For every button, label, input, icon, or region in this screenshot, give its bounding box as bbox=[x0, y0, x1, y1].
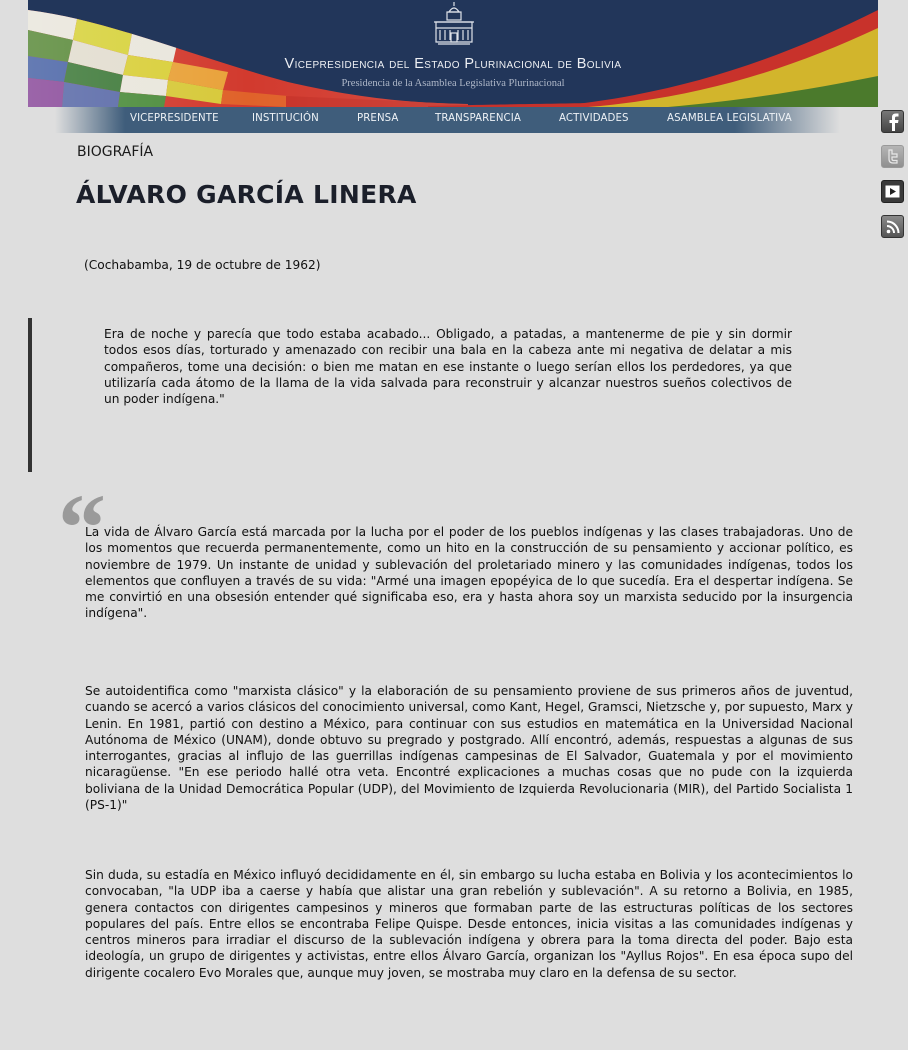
twitter-button[interactable] bbox=[881, 145, 904, 168]
facebook-button[interactable] bbox=[881, 110, 904, 133]
nav-item-actividades[interactable]: ACTIVIDADES bbox=[559, 113, 629, 124]
site-banner[interactable] bbox=[28, 0, 878, 107]
main-navigation bbox=[55, 107, 840, 133]
nav-item-institucion[interactable]: INSTITUCIÓN bbox=[252, 113, 319, 124]
blockquote-text: Era de noche y parecía que todo estaba acabado... Obligado, a patadas, a mantenerme de pie y sin dormir todos esos días, torturado y amenazado con recibir una bala en la cabeza ante mi negativa de delatar a mis compañeros, tome una decisión: o bien me matan en ese instante o luego serían ellos los perdedores, ya que utilizaría cada átomo de la llama de la vida salvada para reconstruir y alcanzar nuestros sueños colectivos de un poder indígena." bbox=[104, 327, 792, 407]
nav-item-asamblea-legislativa[interactable]: ASAMBLEA LEGISLATIVA bbox=[667, 113, 792, 124]
nav-item-transparencia[interactable]: TRANSPARENCIA bbox=[435, 113, 521, 124]
building-logo-icon bbox=[432, 0, 476, 50]
blockquote-bar bbox=[28, 318, 32, 472]
twitter-icon bbox=[886, 149, 900, 164]
facebook-icon bbox=[886, 113, 900, 131]
paragraph-3: Sin duda, su estadía en México influyó decididamente en él, sin embargo su lucha estaba en Bolivia y los acontecimientos lo convocaban, "la UDP iba a caerse y había que alistar una gran rebelión y sublevación". A su retorno a Bolivia, en 1985, genera contactos con dirigentes campesinos y mineros que formaban parte de las estructuras políticas de los sectores populares del país. Entre ellos se encontraba Felipe Quispe. Desde entonces, inicia visitas a las comunidades indígenas y centros mineros para irradiar el discurso de la sublevación indígena y obrera para la toma directa del poder. Bajo esta ideología, un grupo de dirigentes y activistas, entre ellos Álvaro García, organizan los "Ayllus Rojos". En esa época supo del dirigente cocalero Evo Morales que, aunque muy joven, se mostraba muy claro en la defensa de su sector. bbox=[85, 868, 853, 980]
page-title: ÁLVARO GARCÍA LINERA bbox=[76, 180, 417, 209]
paragraph-1: La vida de Álvaro García está marcada por la lucha por el poder de los pueblos indígenas y las clases trabajadoras. Uno de los momentos que recuerda permanentemente, como un hito en la construcción de su pensamiento y accionar político, es noviembre de 1979. Un instante de unidad y sublevación del proletariado minero y las comunidades indígenas, todos los elementos que confluyen a través de su vida: "Armé una imagen epopéyica de lo que sucedía. Era el despertar indígena. Se me convirtió en una obsesión entender qué significaba eso, era y hasta ahora soy un marxista seducido por la insurgencia indígena". bbox=[85, 525, 853, 621]
quotation-mark-icon: “ bbox=[58, 474, 106, 581]
youtube-button[interactable] bbox=[881, 180, 904, 203]
video-play-icon bbox=[885, 185, 900, 198]
nav-item-prensa[interactable]: PRENSA bbox=[357, 113, 399, 124]
site-subtitle: Presidencia de la Asamblea Legislativa Plurinacional bbox=[341, 78, 565, 89]
section-label: BIOGRAFÍA bbox=[77, 144, 154, 160]
nav-item-vicepresidente[interactable]: VICEPRESIDENTE bbox=[130, 113, 219, 124]
rss-button[interactable] bbox=[881, 215, 904, 238]
rss-icon bbox=[886, 220, 900, 234]
birth-info: (Cochabamba, 19 de octubre de 1962) bbox=[84, 258, 321, 272]
paragraph-2: Se autoidentifica como "marxista clásico" y la elaboración de su pensamiento proviene de sus primeros años de juventud, cuando se acercó a varios clásicos del conocimiento universal, como Kant, Hegel, Gramsci, Nietzsche y, por supuesto, Marx y Lenin. En 1981, partió con destino a México, para continuar con sus estudios en matemática en la Universidad Nacional Autónoma de México (UNAM), donde obtuvo su pregrado y postgrado. Allí encontró, además, respuestas a algunas de sus interrogantes, gracias al influjo de las guerrillas indígenas campesinas de El Salvador, Guatemala y por el movimiento nicaragüense. "En ese periodo hallé otra veta. Encontré explicaciones a muchas cosas que no pude con la izquierda boliviana de la Unidad Democrática Popular (UDP), del Movimiento de Izquierda Revolucionaria (MIR), del Partido Socialista 1 (PS-1)" bbox=[85, 684, 853, 813]
site-title: Vicepresidencia del Estado Plurinacional de Bolivia bbox=[284, 56, 622, 72]
